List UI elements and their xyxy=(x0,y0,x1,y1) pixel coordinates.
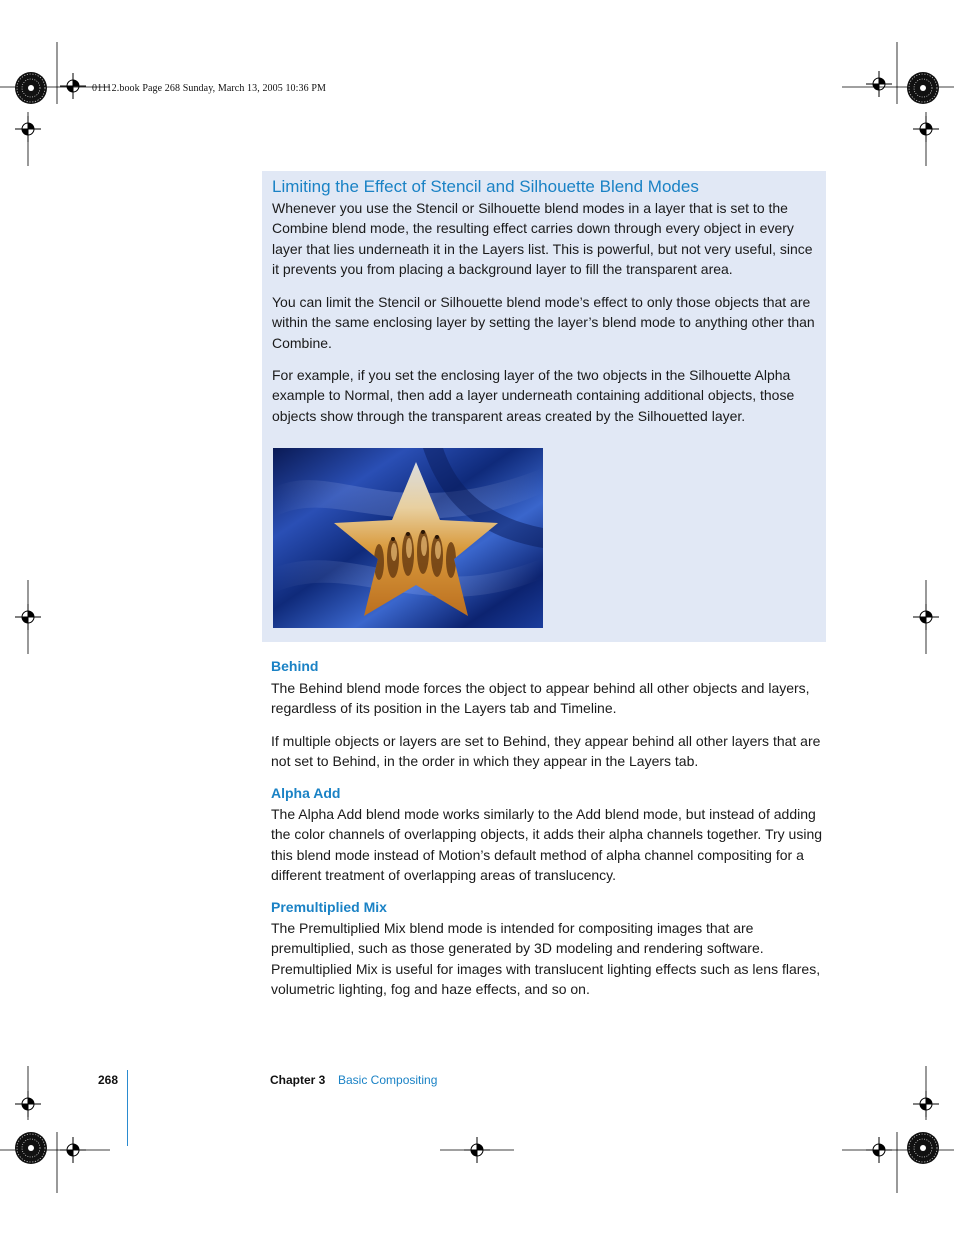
section-heading-behind: Behind xyxy=(271,658,319,674)
footer-divider xyxy=(127,1070,128,1146)
sidebar-box xyxy=(262,171,826,642)
section-paragraph: The Premultiplied Mix blend mode is intended for compositing images that are premultiplied, such as those generated by 3D modeling and rendering software. Premultiplied Mix is useful for images with translucent lighting effects such as lens flares, volumetric lighting, fog and haze effects, and so on. xyxy=(271,920,821,997)
section-paragraph: The Behind blend mode forces the object to appear behind all other objects and layers, regardless of its position in the Layers tab and Timeline. xyxy=(271,680,810,717)
print-header: 01112.book Page 268 Sunday, March 13, 2005 10:36 PM xyxy=(92,83,326,94)
section-heading-premultiplied-mix: Premultiplied Mix xyxy=(271,899,387,915)
star-silhouette-figure xyxy=(273,448,543,628)
footer-section-title: Basic Compositing xyxy=(338,1073,438,1087)
sidebar-paragraph: For example, if you set the enclosing layer of the two objects in the Silhouette Alpha example to Normal, then add a layer underneath containing additional objects, those objects show through the transparent areas created by the Silhouetted layer. xyxy=(272,367,795,424)
sidebar-paragraph: You can limit the Stencil or Silhouette blend mode’s effect to only those objects that are within the same enclosing layer by setting the layer’s blend mode to anything other than Combine. xyxy=(272,294,815,351)
footer-chapter: Chapter 3 xyxy=(270,1073,326,1087)
section-paragraph: The Alpha Add blend mode works similarly to the Add blend mode, but instead of adding the color channels of overlapping objects, it adds their alpha channels together. Try using this blend mode instead of Motion’s default method of alpha channel compositing for a different treatment of overlapping areas of translucency. xyxy=(271,806,823,883)
flag-star-image xyxy=(273,448,543,628)
section-paragraph: If multiple objects or layers are set to Behind, they appear behind all other layers that are not set to Behind, in the order in which they appear in the Layers tab. xyxy=(271,733,821,770)
sidebar-title: Limiting the Effect of Stencil and Silhouette Blend Modes xyxy=(272,177,699,196)
sidebar-paragraph: Whenever you use the Stencil or Silhouette blend modes in a layer that is set to the Combine blend mode, the resulting effect carries down through every object in every layer that lies underneath it in the Layers list. This is powerful, but not very useful, since it prevents you from placing a background layer to fill the transparent area. xyxy=(272,200,813,277)
section-heading-alpha-add: Alpha Add xyxy=(271,785,341,801)
page-number: 268 xyxy=(98,1073,119,1087)
